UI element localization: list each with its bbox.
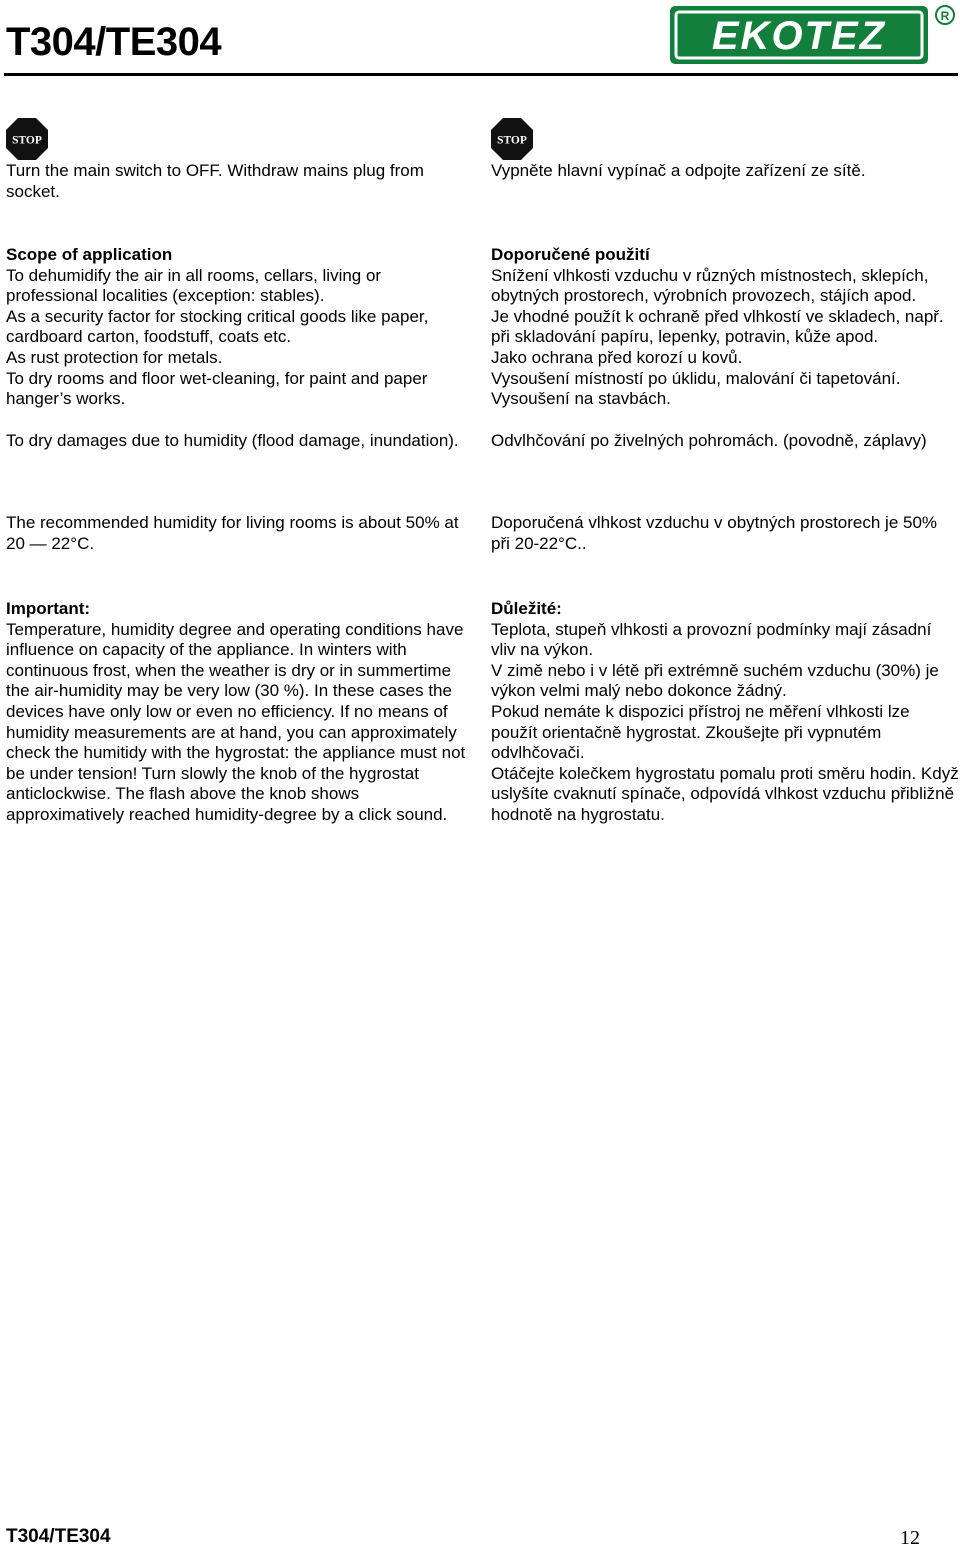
important-heading-en: Important:	[6, 599, 91, 618]
important-line: Teplota, stupeň vlhkosti a provozní podmínky mají zásadní vliv na výkon.	[491, 619, 932, 660]
important-section-cz	[491, 599, 960, 826]
important-line: V zimě nebo i v létě při extrémně suchém vzduchu (30%) je výkon velmi malý nebo dokonce žádný.	[491, 660, 939, 701]
important-text-en: Temperature, humidity degree and operating conditions have influence on capacity of the appliance. In winters with continuous frost, when the weather is dry or in summertime the air-humidity may be very low (30 %). In these cases the devices have only low or even no efficiency. If no means of humidity measurements are at hand, you can approximately check the humitidy with the hygrostat: the appliance must not be under tension! Turn slowly the knob of the hygrostat anticlockwise. The flash above the knob shows approximatively reached humidity-degree by a click sound.	[6, 619, 466, 824]
svg-text:STOP: STOP	[497, 134, 527, 147]
scope-extra-cz: Odvlhčování po živelných pohromách. (povodně, záplavy)	[491, 431, 927, 450]
scope-line: To dry rooms and floor wet-cleaning, for paint and paper hanger’s works.	[6, 368, 428, 409]
humidity-note-en: The recommended humidity for living rooms is about 50% at 20 — 22°C.	[6, 513, 459, 553]
important-section-en	[6, 599, 476, 826]
document-title: T304/TE304	[6, 20, 222, 64]
scope-line: Vysoušení místností po úklidu, malování či tapetování.	[491, 368, 901, 388]
page-number: 12	[900, 1527, 920, 1549]
scope-line: As rust protection for metals.	[6, 347, 223, 367]
stop-notice-en: Turn the main switch to OFF. Withdraw mains plug from socket.	[6, 161, 424, 201]
scope-line: To dehumidify the air in all rooms, cellars, living or professional localities (exception: stables).	[6, 265, 382, 306]
stop-sign-icon	[5, 117, 49, 161]
important-line: Pokud nemáte k dispozici přístroj ne měření vlhkosti lze použít orientačně hygrostat. Zkoušejte při vypnutém odvlhčovači.	[491, 701, 910, 763]
scope-line: Snížení vlhkosti vzduchu v různých místnostech, sklepích, obytných prostorech, výrobních provozech, stájích apod.	[491, 265, 929, 306]
scope-line: Vysoušení na stavbách.	[491, 389, 671, 409]
footer-model: T304/TE304	[6, 1526, 111, 1547]
scope-line: Jako ochrana před korozí u kovů.	[491, 347, 743, 367]
scope-heading-en: Scope of application	[6, 245, 173, 264]
stop-notice-cz: Vypněte hlavní vypínač a odpojte zařízení ze sítě.	[491, 161, 866, 180]
stop-sign-icon	[490, 117, 534, 161]
logo-registered-mark: R	[940, 9, 950, 23]
logo-text: EKOTEZ	[711, 14, 887, 58]
scope-line: Je vhodné použít k ochraně před vlhkostí ve skladech, např. při skladování papíru, lepenky, potravin, kůže apod.	[491, 306, 944, 347]
scope-heading-cz: Doporučené použití	[491, 245, 650, 264]
header-rule	[4, 73, 958, 76]
scope-section-en	[6, 245, 476, 410]
svg-text:STOP: STOP	[12, 134, 42, 147]
important-line: Otáčejte kolečkem hygrostatu pomalu proti směru hodin. Když uslyšíte cvaknutí spínače, odpovídá vlhkost vzduchu přibližně hodnotě na hygrostatu.	[491, 763, 959, 824]
scope-section-cz	[491, 245, 960, 410]
ekotez-logo	[668, 3, 958, 67]
scope-extra-en: To dry damages due to humidity (flood damage, inundation).	[6, 431, 459, 450]
important-heading-cz: Důležité:	[491, 599, 562, 618]
humidity-note-cz: Doporučená vlhkost vzduchu v obytných prostorech je 50% při 20-22°C..	[491, 513, 938, 553]
scope-line: As a security factor for stocking critical goods like paper, cardboard carton, foodstuff, coats etc.	[6, 306, 429, 347]
